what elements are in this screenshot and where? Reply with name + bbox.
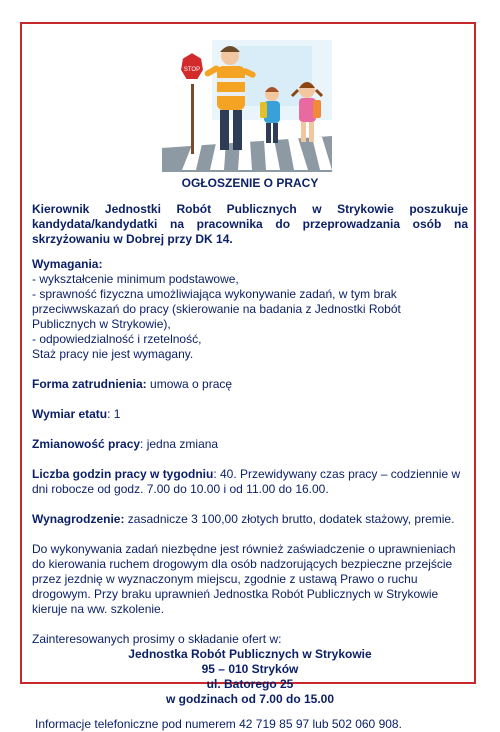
weekly-hours-label: Liczba godzin pracy w tygodniu [32,467,214,481]
weekly-hours [32,467,468,497]
employment-form-value: umowa o pracę [146,377,233,391]
offers-lead: Zainteresowanych prosimy o składanie ofert w: [32,632,282,646]
crossing-guard-children-icon [162,40,332,172]
requirements-note: Do wykonywania zadań niezbędne jest również zaświadczenie o uprawnieniach do kierowania ruchem drogowym dla osób nadzorujących bezpieczne przejście przez jezdnię w wyznaczonym miejscu, zgodnie z ustawą Prawo o ruchu drogowym. Przy braku uprawnień Jednostka Robót Publicznych w Strykowie kieruje na ww. szkolenie. [32,542,456,616]
shifts-label: Zmianowość pracy [32,437,141,451]
requirement-item: - sprawność fizyczna umożliwiająca wykonywanie zadań, w tym brak przeciwwskazań do pracy (skierowanie na badania z Jednostki Robót Publicznych w Strykowie), [32,287,401,331]
requirement-item: Staż pracy nie jest wymagany. [32,347,194,361]
requirement-item: - wykształcenie minimum podstawowe, [32,272,239,286]
office-hours: w godzinach od 7.00 do 15.00 [165,692,335,706]
salary-label: Wynagrodzenie: [32,512,125,526]
requirements-heading: Wymagania: [32,257,103,271]
office-postcode: 95 – 010 Stryków [201,662,299,676]
requirement-item: - odpowiedzialność i rzetelność, [32,332,202,346]
work-time-value: : 1 [107,407,121,421]
shifts-value: : jedna zmiana [140,437,219,451]
employment-form-label: Forma zatrudnienia: [32,377,147,391]
salary [32,512,468,527]
job-announcement [32,176,468,732]
office-name: Jednostka Robót Publicznych w Strykowie [128,647,372,661]
salary-value: zasadnicze 3 100,00 złotych brutto, dodatek stażowy, premie. [124,512,455,526]
intro-paragraph: Kierownik Jednostki Robót Publicznych w Strykowie poszukuje kandydata/kandydatki na pracownika do przeprowadzania osób na skrzyżowaniu w Dobrej przy DK 14. [32,202,468,246]
phone-info: Informacje telefoniczne pod numerem 42 719 85 97 lub 502 060 908. [35,717,402,731]
svg-text:STOP: STOP [183,67,201,73]
weekly-hours-value: : 40. Przewidywany czas pracy – codziennie w dni robocze od godz. 7.00 do 10.00 i od 11.00 do 16.00. [32,467,461,496]
shifts [32,437,468,452]
employment-form [32,377,468,392]
work-time-label: Wymiar etatu [32,407,108,421]
work-time [32,407,468,422]
page-title: OGŁOSZENIE O PRACY [181,176,319,190]
office-street: ul. Batorego 25 [206,677,294,691]
